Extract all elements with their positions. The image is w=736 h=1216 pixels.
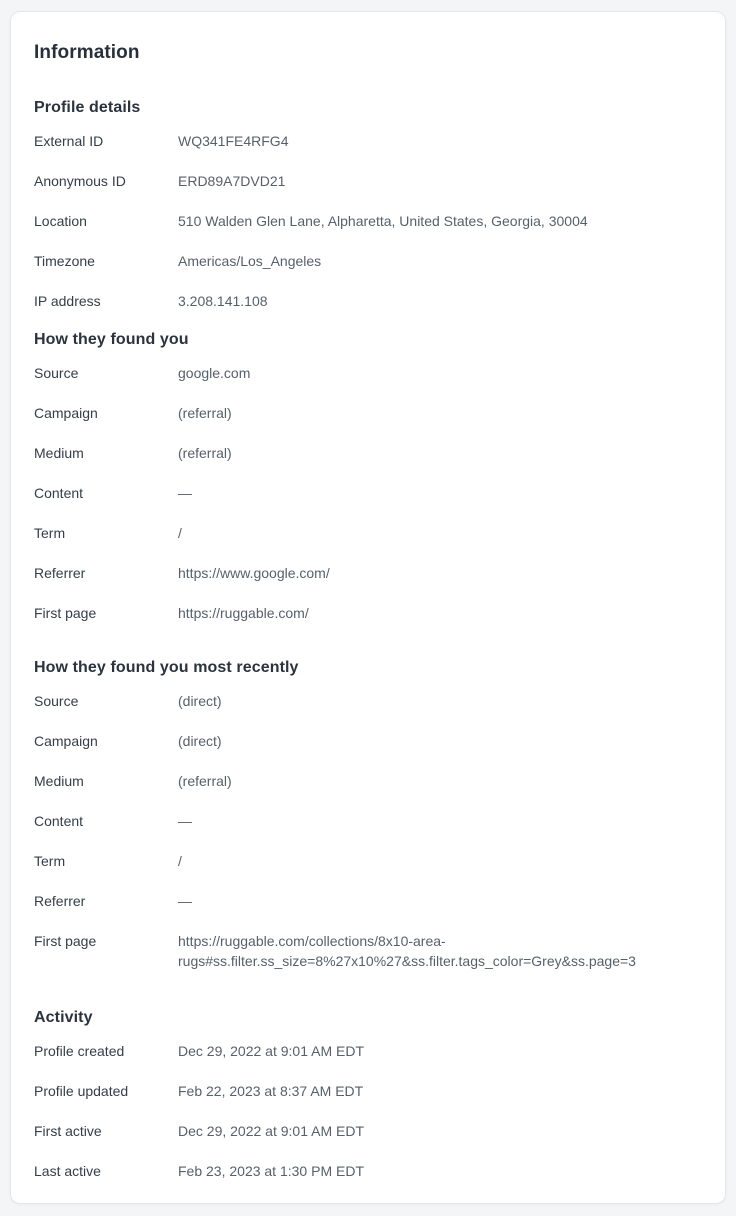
detail-row xyxy=(34,121,702,161)
detail-label: Last active xyxy=(34,1163,101,1179)
detail-label: Source xyxy=(34,693,79,709)
detail-label: Source xyxy=(34,365,79,381)
detail-value: (direct) xyxy=(178,693,222,709)
detail-value: Americas/Los_Angeles xyxy=(178,253,322,269)
detail-label: Anonymous ID xyxy=(34,173,126,189)
detail-row xyxy=(34,801,702,841)
detail-label: Location xyxy=(34,213,87,229)
section-rows xyxy=(34,121,702,321)
detail-value: https://ruggable.com/ xyxy=(178,605,309,621)
detail-row xyxy=(34,1031,702,1071)
detail-label: First page xyxy=(34,933,97,949)
detail-value: Dec 29, 2022 at 9:01 AM EDT xyxy=(178,1123,364,1139)
section-rows xyxy=(34,681,702,981)
detail-value: ERD89A7DVD21 xyxy=(178,173,286,189)
section-rows xyxy=(34,1031,702,1191)
sections-container xyxy=(34,97,702,1191)
detail-row xyxy=(34,393,702,433)
section-heading: Activity xyxy=(34,1009,93,1026)
detail-value: Dec 29, 2022 at 9:01 AM EDT xyxy=(178,1043,364,1059)
info-section-2 xyxy=(34,657,702,981)
detail-label: First active xyxy=(34,1123,102,1139)
detail-row xyxy=(34,241,702,281)
information-card xyxy=(10,11,726,1204)
detail-row xyxy=(34,921,702,981)
detail-row xyxy=(34,681,702,721)
detail-row xyxy=(34,1111,702,1151)
detail-row xyxy=(34,201,702,241)
detail-label: Content xyxy=(34,813,84,829)
detail-label: Referrer xyxy=(34,893,86,909)
detail-label: First page xyxy=(34,605,97,621)
detail-value: https://ruggable.com/collections/8x10-area-rugs#ss.filter.ss_size=8%27x10%27&ss.filter.tags_color=Grey&ss.page=3 xyxy=(178,933,636,969)
detail-label: Term xyxy=(34,853,66,869)
detail-row xyxy=(34,473,702,513)
detail-label: Medium xyxy=(34,445,84,461)
section-heading: How they found you xyxy=(34,331,189,348)
detail-label: Timezone xyxy=(34,253,95,269)
detail-label: Campaign xyxy=(34,405,98,421)
detail-row xyxy=(34,841,702,881)
detail-label: Campaign xyxy=(34,733,98,749)
detail-value: (referral) xyxy=(178,405,232,421)
detail-label: Profile created xyxy=(34,1043,125,1059)
detail-value: 3.208.141.108 xyxy=(178,293,268,309)
detail-row xyxy=(34,553,702,593)
detail-row xyxy=(34,761,702,801)
detail-label: IP address xyxy=(34,293,101,309)
detail-value: https://www.google.com/ xyxy=(178,565,330,581)
detail-row xyxy=(34,433,702,473)
detail-value: WQ341FE4RFG4 xyxy=(178,133,289,149)
section-heading: How they found you most recently xyxy=(34,659,299,676)
detail-value: google.com xyxy=(178,365,251,381)
info-section-0 xyxy=(34,97,702,321)
detail-row xyxy=(34,281,702,321)
detail-row xyxy=(34,593,702,633)
detail-value: / xyxy=(178,525,182,541)
detail-value: Feb 22, 2023 at 8:37 AM EDT xyxy=(178,1083,364,1099)
info-section-3 xyxy=(34,1007,702,1191)
section-rows xyxy=(34,353,702,633)
detail-value: (direct) xyxy=(178,733,222,749)
detail-value: (referral) xyxy=(178,445,232,461)
info-section-1 xyxy=(34,329,702,633)
detail-value: — xyxy=(178,813,192,829)
detail-row xyxy=(34,1151,702,1191)
section-heading: Profile details xyxy=(34,99,141,116)
detail-label: Content xyxy=(34,485,84,501)
detail-value: — xyxy=(178,893,192,909)
detail-row xyxy=(34,513,702,553)
detail-row xyxy=(34,721,702,761)
detail-label: External ID xyxy=(34,133,104,149)
detail-label: Medium xyxy=(34,773,84,789)
detail-row xyxy=(34,161,702,201)
detail-value: (referral) xyxy=(178,773,232,789)
detail-value: 510 Walden Glen Lane, Alpharetta, United States, Georgia, 30004 xyxy=(178,213,588,229)
detail-label: Referrer xyxy=(34,565,86,581)
detail-label: Profile updated xyxy=(34,1083,129,1099)
detail-row xyxy=(34,1071,702,1111)
detail-row xyxy=(34,881,702,921)
detail-value: — xyxy=(178,485,192,501)
page-title: Information xyxy=(34,42,140,63)
detail-value: Feb 23, 2023 at 1:30 PM EDT xyxy=(178,1163,364,1179)
detail-label: Term xyxy=(34,525,66,541)
detail-row xyxy=(34,353,702,393)
detail-value: / xyxy=(178,853,182,869)
